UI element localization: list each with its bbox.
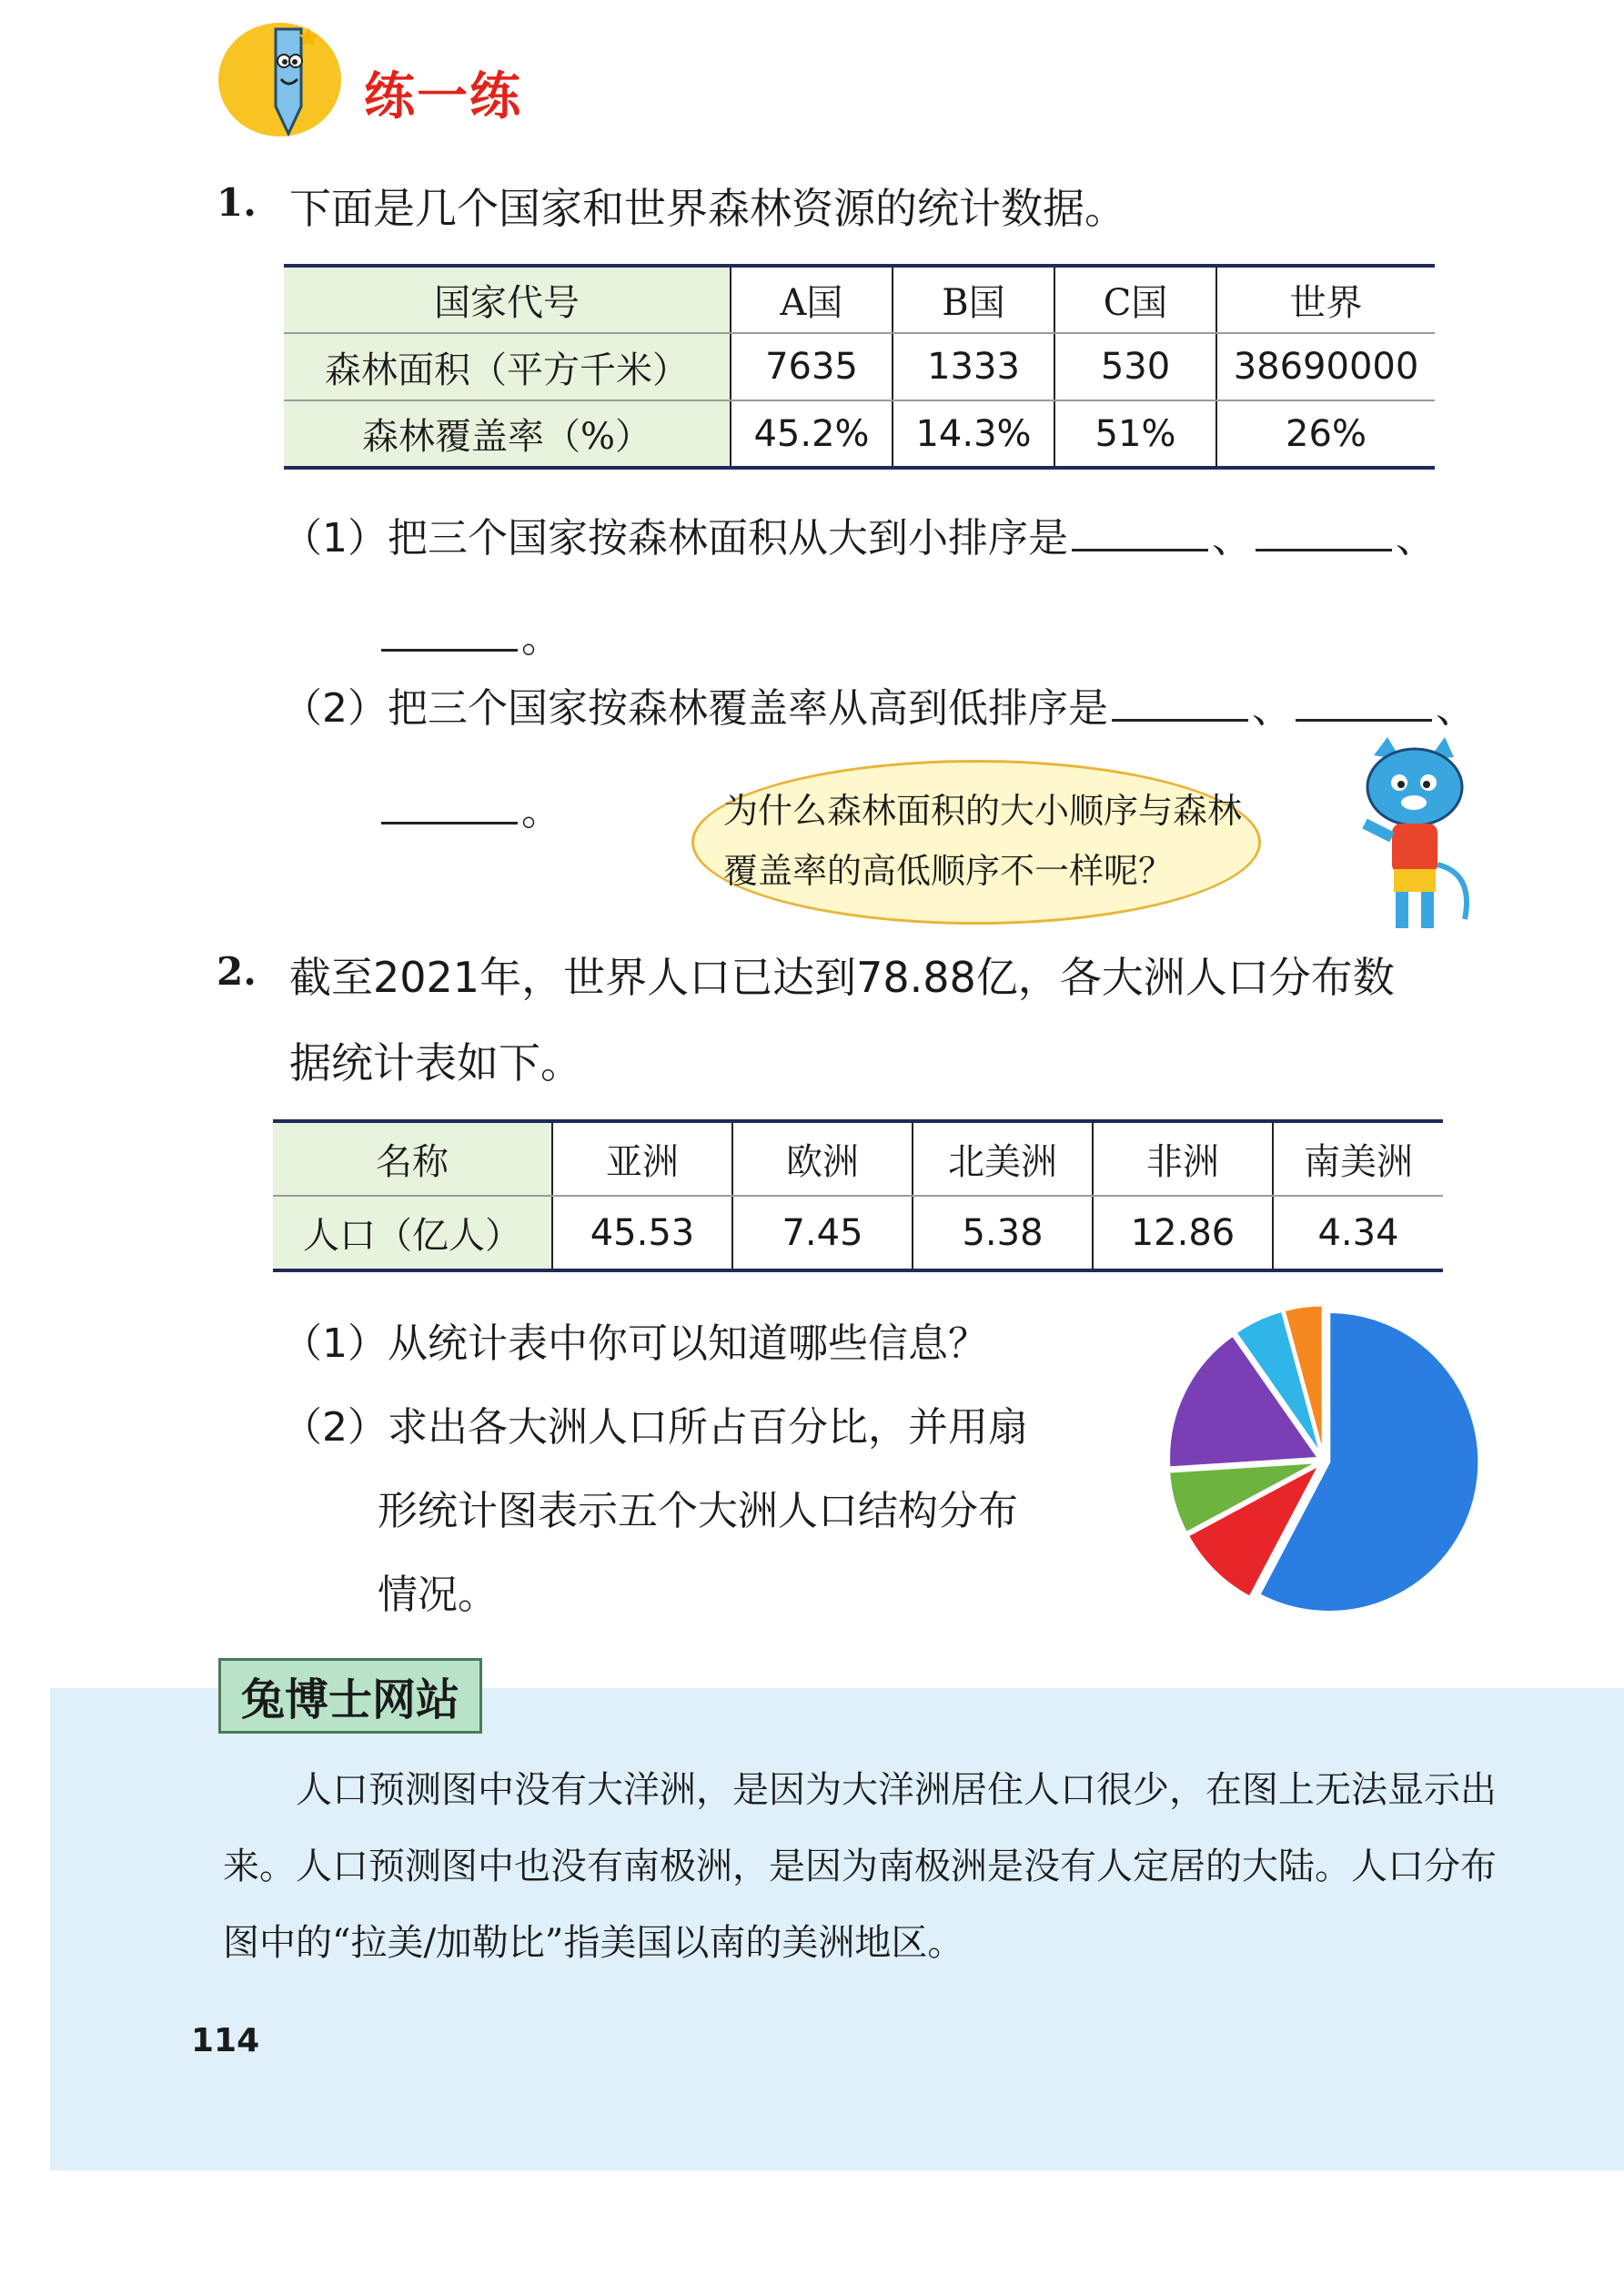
table-cell: C国: [1054, 266, 1216, 333]
answer-blank[interactable]: [1112, 712, 1248, 722]
table-cell: 7635: [731, 333, 893, 400]
question-1-number: 1.: [217, 180, 257, 225]
table-cell: 12.86: [1093, 1196, 1273, 1270]
sub2-text: （2）把三个国家按森林覆盖率从高到低排序是: [282, 685, 1108, 732]
table-row: [284, 333, 1435, 400]
question-2-sub2-line2: 形统计图表示五个大洲人口结构分布: [378, 1488, 1018, 1534]
table-cell: 7.45: [732, 1196, 913, 1270]
table-cell: 45.2%: [731, 400, 893, 468]
table-row: [273, 1196, 1443, 1270]
table-row: [284, 400, 1435, 468]
question-1-sub1: [282, 505, 1436, 563]
table-cell: 1333: [893, 333, 1054, 400]
population-table-header: [273, 1121, 1443, 1196]
period: 。: [521, 788, 561, 834]
table-cell: 51%: [1054, 400, 1216, 468]
table-cell: 国家代号: [284, 266, 731, 333]
table-cell: 森林覆盖率（%）: [284, 400, 731, 468]
table-cell: 南美洲: [1273, 1121, 1443, 1196]
forest-table: [284, 264, 1435, 470]
cat-mascot-icon: [1337, 737, 1492, 937]
website-paragraph: 人口预测图中没有大洋洲，是因为大洋洲居住人口很少，在图上无法显示出来。人口预测图中也没有南极洲，是因为南极洲是没有人定居的大陆。人口分布图中的“拉美/加勒比”指美国以南的美洲地区。: [223, 1769, 1497, 1964]
table-cell: B国: [893, 266, 1054, 333]
question-2-sub2-line3: 情况。: [378, 1572, 498, 1618]
table-cell: 5.38: [913, 1196, 1093, 1270]
table-cell: 45.53: [552, 1196, 732, 1270]
table-cell: 森林面积（平方千米）: [284, 333, 731, 400]
table-cell: 世界: [1216, 266, 1435, 333]
table-cell: 26%: [1216, 400, 1435, 468]
separator: 、: [1436, 685, 1476, 732]
answer-blank[interactable]: [1256, 541, 1392, 551]
table-cell: 名称: [273, 1121, 552, 1196]
table-cell: 非洲: [1093, 1121, 1273, 1196]
question-1-sub1-cont: [378, 605, 561, 663]
sub1-text: （1）把三个国家按森林面积从大到小排序是: [282, 515, 1068, 561]
table-cell: 14.3%: [893, 400, 1054, 468]
question-1-sub2: [282, 675, 1476, 733]
separator: 、: [1252, 685, 1292, 732]
answer-blank[interactable]: [381, 814, 518, 824]
table-cell: 欧洲: [732, 1121, 913, 1196]
table-cell: 4.34: [1273, 1196, 1443, 1270]
forest-table-header: [284, 266, 1435, 333]
table-cell: 北美洲: [913, 1121, 1093, 1196]
table-cell: A国: [731, 266, 893, 333]
answer-blank[interactable]: [1296, 712, 1432, 722]
question-2-text-line1: 截至2021年，世界人口已达到78.88亿，各大洲人口分布数: [289, 953, 1395, 1002]
question-2-text-line2: 据统计表如下。: [289, 1038, 582, 1087]
website-title: 兔博士网站: [218, 1658, 482, 1734]
speech-bubble-text: 为什么森林面积的大小顺序与森林覆盖率的高低顺序不一样呢？: [723, 791, 1243, 891]
population-pie-chart: [1160, 1292, 1488, 1629]
table-cell: 530: [1054, 333, 1216, 400]
question-1-sub2-cont: [378, 778, 561, 836]
table-cell: 亚洲: [552, 1121, 732, 1196]
separator: 、: [1396, 515, 1436, 561]
section-title: 练一练: [364, 67, 522, 126]
answer-blank[interactable]: [381, 642, 518, 652]
population-table: [273, 1119, 1443, 1272]
pencil-mascot-icon: [250, 20, 323, 138]
page-number: 114: [191, 2022, 260, 2059]
period: 。: [521, 615, 561, 662]
separator: 、: [1212, 515, 1252, 561]
question-2-number: 2.: [217, 949, 257, 994]
table-cell: 38690000: [1216, 333, 1435, 400]
question-2-sub1: （1）从统计表中你可以知道哪些信息？: [282, 1320, 988, 1367]
question-1-text: 下面是几个国家和世界森林资源的统计数据。: [289, 184, 1126, 233]
question-2-sub2-line1: （2）求出各大洲人口所占百分比，并用扇: [282, 1404, 1028, 1451]
answer-blank[interactable]: [1072, 541, 1208, 551]
table-cell: 人口（亿人）: [273, 1196, 552, 1270]
